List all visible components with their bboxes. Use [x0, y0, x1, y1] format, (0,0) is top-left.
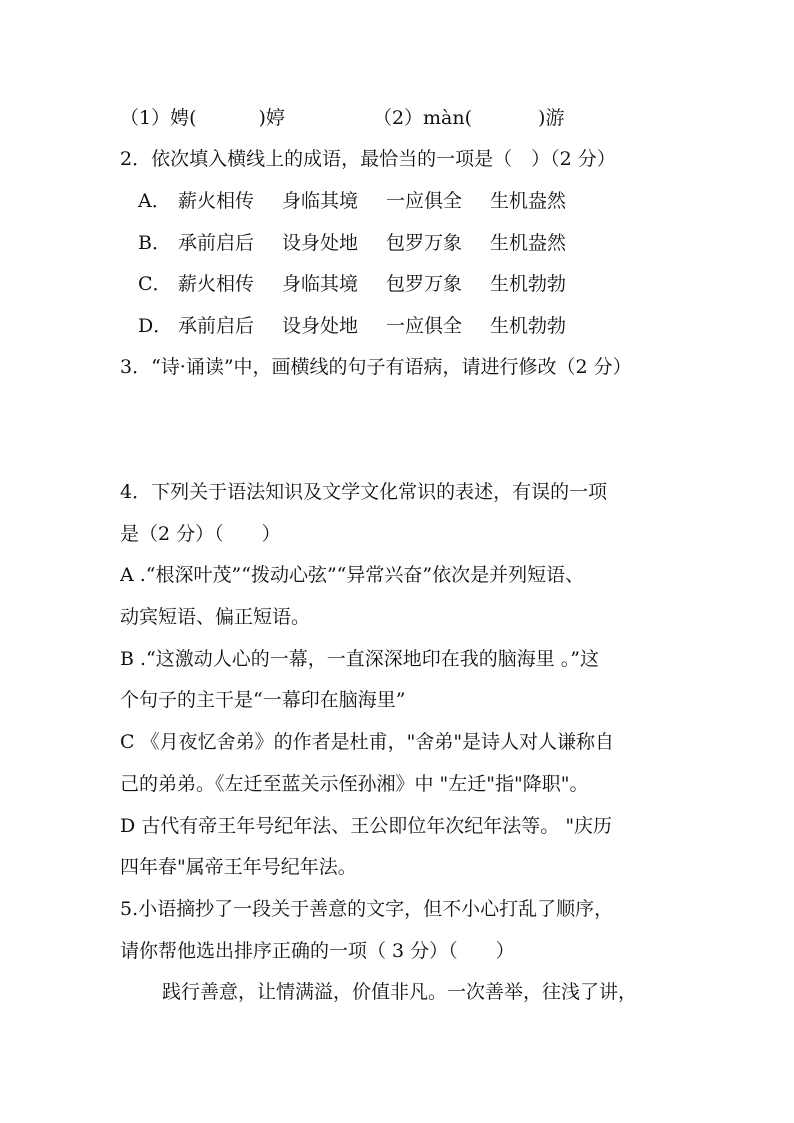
- q2-option-a: [138, 188, 566, 214]
- q1-item1-after: )婷: [258, 107, 285, 129]
- q4-option-a-line2: 动宾短语、偏正短语。: [120, 606, 311, 628]
- q2-option-b: [138, 230, 566, 256]
- q4-option-d-line2: 四年春"属帝王年号纪年法。: [120, 856, 357, 878]
- q2-option-word: 生机勃勃: [490, 315, 567, 337]
- q2-option-word: 包罗万象: [386, 273, 463, 295]
- q1-line: [120, 105, 564, 131]
- q2-stem: 2．依次填入横线上的成语，最恰当的一项是（ ）（2 分）: [120, 148, 616, 170]
- q2-option-word: 身临其境: [282, 273, 359, 295]
- q2-option-word: 身临其境: [282, 190, 359, 212]
- q5-passage-line1: 践行善意，让情满溢，价值非凡。一次善举，往浅了讲，: [162, 981, 638, 1003]
- q4-option-c-line1: C 《月夜忆舍弟》的作者是杜甫，"舍弟"是诗人对人谦称自: [120, 731, 615, 753]
- q2-option-label: A．: [138, 190, 171, 212]
- q4-option-a-line1: A .“根深叶茂”“拨动心弦”“异常兴奋”依次是并列短语、: [120, 564, 585, 586]
- q2-option-label: C．: [138, 273, 172, 295]
- q4-option-c-line2: 己的弟弟。《左迁至蓝关示侄孙湘》中 "左迁"指"降职"。: [120, 773, 589, 795]
- q2-option-word: 承前启后: [178, 232, 255, 254]
- q2-option-word: 生机勃勃: [490, 273, 567, 295]
- q4-stem-line2: 是（2 分）（ ）: [120, 523, 281, 545]
- q2-option-word: 承前启后: [178, 315, 255, 337]
- q2-option-word: 生机盎然: [490, 232, 567, 254]
- q3-stem: 3．“诗·诵读”中，画横线的句子有语病，请进行修改（2 分）: [120, 356, 632, 378]
- q2-option-word: 薪火相传: [178, 190, 255, 212]
- q2-option-word: 一应俱全: [386, 190, 463, 212]
- q2-option-label: B．: [138, 232, 171, 254]
- q5-stem-line1: 5.小语摘抄了一段关于善意的文字，但不小心打乱了顺序，: [120, 898, 614, 920]
- q2-option-c: [138, 271, 566, 297]
- q2-option-d: [138, 313, 566, 339]
- q5-stem-line2: 请你帮他选出排序正确的一项（ 3 分）（ ）: [120, 940, 515, 962]
- q1-item2-label: （2）màn(: [372, 107, 473, 129]
- q1-item2-after: )游: [538, 107, 565, 129]
- q2-option-word: 包罗万象: [386, 232, 463, 254]
- q2-option-label: D．: [138, 315, 173, 337]
- q4-option-b-line1: B .“这激动人心的一幕，一直深深地印在我的脑海里 。”这: [120, 648, 600, 670]
- q4-option-b-line2: 个句子的主干是“一幕印在脑海里”: [120, 689, 406, 711]
- q1-item1-label: （1）娉(: [120, 107, 197, 129]
- q2-option-word: 生机盎然: [490, 190, 567, 212]
- q2-option-word: 设身处地: [282, 232, 359, 254]
- q4-option-d-line1: D 古代有帝王年号纪年法、王公即位年次纪年法等。 "庆历: [120, 815, 613, 837]
- q2-option-word: 设身处地: [282, 315, 359, 337]
- q4-stem-line1: 4．下列关于语法知识及文学文化常识的表述，有误的一项: [120, 481, 608, 503]
- q2-option-word: 一应俱全: [386, 315, 463, 337]
- q2-option-word: 薪火相传: [178, 273, 255, 295]
